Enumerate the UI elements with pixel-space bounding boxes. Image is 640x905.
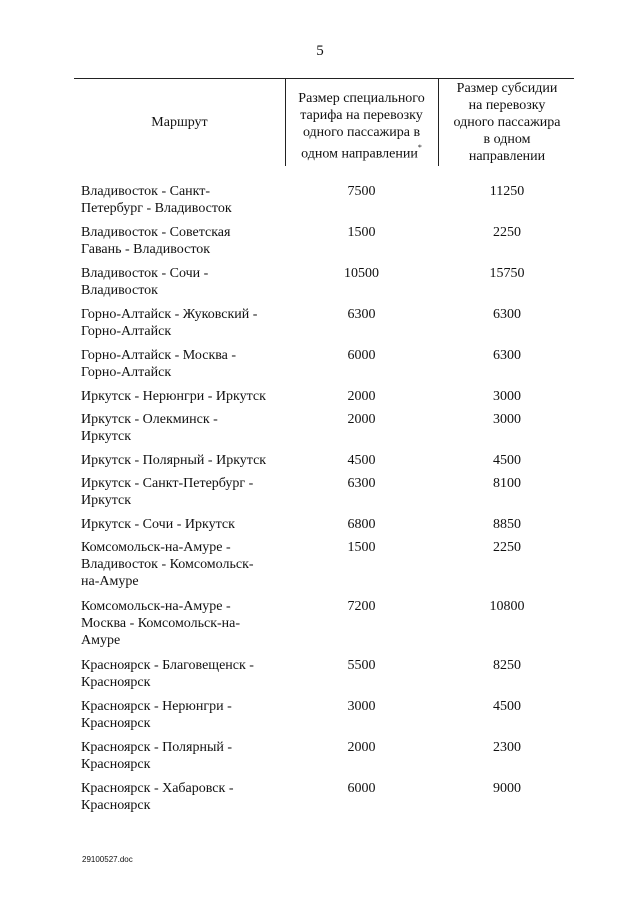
route-line: Красноярск — [81, 716, 151, 731]
tariff-cell: 1500 — [347, 225, 376, 240]
route-cell — [81, 539, 286, 590]
tariff-cell: 6000 — [347, 781, 376, 796]
subsidy-cell: 10800 — [489, 599, 525, 614]
subsidy-cell: 4500 — [493, 699, 521, 714]
route-line: Иркутск - Сочи - Иркутск — [81, 517, 235, 532]
tariff-header-line: одного пассажира в — [302, 125, 421, 140]
route-line: Горно-Алтайск - Жуковский - — [81, 307, 258, 322]
tariff-cell: 2000 — [347, 412, 376, 427]
subsidy-cell: 8100 — [493, 476, 521, 491]
tariff-cell: 6000 — [347, 348, 376, 363]
tariff-cell: 3000 — [347, 699, 376, 714]
tariff-cell: 4500 — [347, 453, 376, 468]
route-line: Владивосток - Сочи - — [81, 266, 209, 281]
route-line: Комсомольск-на-Амуре - — [81, 599, 231, 614]
route-cell — [81, 224, 286, 258]
tariff-cell: 2000 — [347, 389, 376, 404]
route-line: Иркутск - Олекминск - — [81, 412, 218, 427]
tariff-cell: 6800 — [347, 517, 376, 532]
route-line: Иркутск — [81, 429, 132, 444]
column-divider — [285, 78, 286, 166]
file-name-footer: 29100527.doc — [82, 855, 133, 864]
tariff-header-line: тарифа на перевозку — [300, 108, 423, 123]
subsidy-cell: 4500 — [493, 453, 521, 468]
route-line: Красноярск - Полярный - — [81, 740, 233, 755]
route-cell — [81, 388, 286, 405]
page-number: 5 — [316, 43, 324, 59]
route-cell — [81, 657, 286, 691]
route-line: Горно-Алтайск — [81, 365, 172, 380]
route-line: Горно-Алтайск - Москва - — [81, 348, 237, 363]
route-cell — [81, 739, 286, 773]
subsidy-cell: 2250 — [493, 540, 521, 555]
tariff-column-header — [289, 90, 434, 163]
tariff-cell: 2000 — [347, 740, 376, 755]
route-cell — [81, 516, 286, 533]
route-cell — [81, 780, 286, 814]
tariff-cell: 5500 — [347, 658, 376, 673]
table-top-rule — [74, 78, 574, 79]
tariff-cell: 7500 — [347, 184, 376, 199]
tariff-header-line: Размер специального — [298, 91, 425, 106]
route-column-header: Маршрут — [151, 115, 208, 130]
route-line: Петербург - Владивосток — [81, 201, 232, 216]
subsidy-cell: 6300 — [493, 348, 521, 363]
route-line: Красноярск - Хабаровск - — [81, 781, 234, 796]
subsidy-cell: 6300 — [493, 307, 521, 322]
subsidy-cell: 15750 — [489, 266, 525, 281]
route-line: Владивосток — [81, 283, 158, 298]
tariff-header-line: одном направлении* — [301, 143, 422, 162]
route-line: Иркутск - Полярный - Иркутск — [81, 453, 267, 468]
route-line: Иркутск - Санкт-Петербург - — [81, 476, 254, 491]
subsidy-header-line: на перевозку — [468, 98, 546, 113]
route-line: Владивосток - Комсомольск- — [81, 557, 254, 572]
subsidy-cell: 3000 — [493, 389, 521, 404]
route-line: Иркутск - Нерюнгри - Иркутск — [81, 389, 266, 404]
subsidy-column-header — [440, 80, 574, 165]
tariff-cell: 10500 — [344, 266, 379, 281]
subsidy-header-line: в одном — [483, 132, 531, 147]
route-line: Красноярск — [81, 798, 151, 813]
subsidy-cell: 3000 — [493, 412, 521, 427]
subsidy-cell: 8250 — [493, 658, 521, 673]
route-line: Владивосток - Санкт- — [81, 184, 211, 199]
tariff-cell: 6300 — [347, 476, 376, 491]
route-line: Москва - Комсомольск-на- — [81, 616, 241, 631]
tariff-cell: 6300 — [347, 307, 376, 322]
subsidy-cell: 2300 — [493, 740, 521, 755]
subsidy-header-line: одного пассажира — [453, 115, 561, 130]
route-line: Красноярск - Благовещенск - — [81, 658, 254, 673]
route-line: Красноярск - Нерюнгри - — [81, 699, 232, 714]
route-line: Владивосток - Советская — [81, 225, 231, 240]
tariff-cell: 1500 — [347, 540, 376, 555]
route-cell — [81, 347, 286, 381]
route-cell — [81, 411, 286, 445]
subsidy-cell: 2250 — [493, 225, 521, 240]
route-line: Комсомольск-на-Амуре - — [81, 540, 231, 555]
footnote-mark: * — [417, 143, 422, 152]
tariff-cell: 7200 — [347, 599, 376, 614]
route-cell — [81, 265, 286, 299]
route-line: Иркутск — [81, 493, 132, 508]
route-line: Красноярск — [81, 675, 151, 690]
route-line: Горно-Алтайск — [81, 324, 172, 339]
route-line: Красноярск — [81, 757, 151, 772]
route-line: Амуре — [81, 633, 121, 648]
subsidy-header-line: направлении — [468, 149, 546, 164]
route-cell — [81, 306, 286, 340]
route-cell — [81, 698, 286, 732]
route-line: Гавань - Владивосток — [81, 242, 211, 257]
route-cell — [81, 183, 286, 217]
subsidy-cell: 9000 — [493, 781, 521, 796]
route-cell — [81, 475, 286, 509]
subsidy-cell: 11250 — [489, 184, 525, 199]
column-divider — [438, 78, 439, 166]
subsidy-header-line: Размер субсидии — [456, 81, 558, 96]
route-cell — [81, 452, 286, 469]
route-cell — [81, 598, 286, 649]
route-line: на-Амуре — [81, 574, 139, 589]
subsidy-cell: 8850 — [493, 517, 521, 532]
